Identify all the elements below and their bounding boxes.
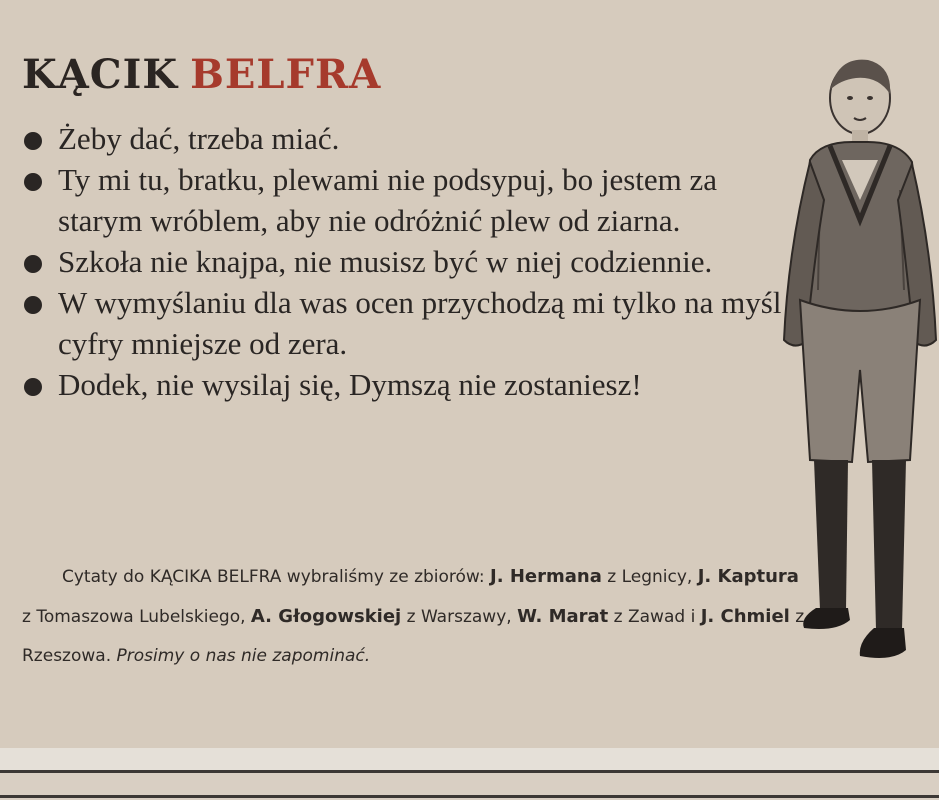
contributor-name: A. Głogowskiej [250,606,402,627]
bullet-icon [24,378,42,396]
quote-text: Żeby dać, trzeba miać. [58,121,340,156]
contributor-town: z Legnicy, [601,567,698,587]
quote-text: Dodek, nie wysilaj się, Dymszą nie zostaniesz! [58,367,642,402]
contributor-name: J. Kaptura [697,566,799,587]
contributor-name: J. Chmiel [700,606,790,627]
rule-line [0,770,939,773]
credits-paragraph [22,557,812,676]
quote-text: W wymyślaniu dla was ocen przychodzą mi tylko na myśl cyfry mniejsze od zera. [58,285,782,361]
contributor-town: z Zawad i [608,607,701,627]
quote-item [22,159,782,241]
quote-item [22,364,782,405]
contributor-name: W. Marat [517,606,609,627]
contributor-town: z Tomaszowa Lubelskiego, [22,607,251,627]
quote-item [22,241,782,282]
quote-list [22,118,782,405]
column-title [22,50,382,98]
closing-note: Prosimy o nas nie zapominać. [116,646,371,666]
bullet-icon [24,132,42,150]
contributor-town: z Warszawy, [401,607,518,627]
credits-intro: Cytaty do KĄCIKA BELFRA wybraliśmy ze zbiorów: [62,567,491,587]
bullet-icon [24,296,42,314]
quote-text: Szkoła nie knajpa, nie musisz być w niej codziennie. [58,244,713,279]
page-margin [0,748,939,770]
contributor-town: z Rzeszowa. [22,607,805,666]
bullet-icon [24,173,42,191]
rule-line [0,795,939,798]
quote-item [22,282,782,364]
bullet-icon [24,255,42,273]
contributor-name: J. Hermana [490,566,602,587]
title-word-belfra: BELFRA [190,50,382,98]
boy-in-sailor-suit-icon [760,50,939,690]
title-word-kacik: KĄCIK [22,50,179,98]
quote-item [22,118,782,159]
quote-text: Ty mi tu, bratku, plewami nie podsypuj, bo jestem za starym wróblem, aby nie odróżnić plew od ziarna. [58,162,718,238]
